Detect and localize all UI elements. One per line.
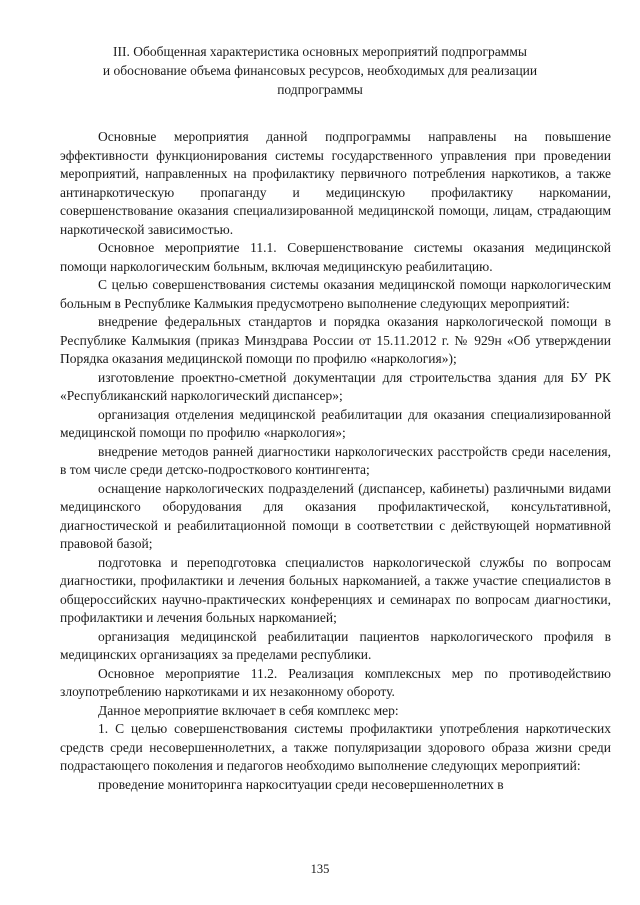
paragraph: внедрение федеральных стандартов и порядка оказания наркологической помощи в Республике Калмыкия (приказ Минздрава России от 15.11.2012 г. № 929н «Об утверждении Порядка оказания медицинской помощи по профилю «наркология»); [60, 314, 611, 366]
section-heading [60, 42, 580, 99]
paragraph: организация медицинской реабилитации пациентов наркологического профиля в медицинских организациях за пределами республики. [60, 628, 611, 662]
paragraph: внедрение методов ранней диагностики наркологических расстройств среди населения, в том числе среди детско-подросткового контингента; [60, 443, 611, 477]
paragraph: оснащение наркологических подразделений (диспансер, кабинеты) различными видами медицинского оборудования для оказания профилактической, консультативной, диагностической и реабилитационной помощи в соответствии с действующей нормативной правовой базой; [60, 480, 611, 551]
page-number: 135 [310, 862, 330, 876]
paragraph: Основное мероприятие 11.1. Совершенствование системы оказания медицинской помощи наркологическим больным, включая медицинскую реабилитацию. [60, 240, 611, 274]
paragraph: проведение мониторинга наркоситуации среди несовершеннолетних в [98, 776, 504, 792]
document-body [60, 128, 611, 794]
paragraph: Основное мероприятие 11.2. Реализация комплексных мер по противодействию злоупотреблению наркотиками и их незаконному обороту. [60, 665, 611, 699]
paragraph: изготовление проектно-сметной документации для строительства здания для БУ РК «Республиканский наркологический диспансер»; [60, 369, 611, 403]
heading-line-2: и обоснование объема финансовых ресурсов, необходимых для реализации [102, 63, 538, 78]
heading-line-1: III. Обобщенная характеристика основных мероприятий подпрограммы [113, 44, 527, 59]
heading-line-3: подпрограммы [277, 82, 363, 97]
paragraph: Основные мероприятия данной подпрограммы направлены на повышение эффективности функционирования системы государственного управления при проведении мероприятий, направленных на профилактику первичного потребления наркотиков, а также антинаркотическую пропаганду и медицинскую профилактику наркомании, совершенствование оказания специализированной медицинской помощи, лицам, страдающим наркотической зависимостью. [60, 129, 611, 237]
paragraph: Данное мероприятие включает в себя комплекс мер: [98, 702, 399, 718]
paragraph: организация отделения медицинской реабилитации для оказания специализированной медицинской помощи по профилю «наркология»; [60, 406, 611, 440]
paragraph: подготовка и переподготовка специалистов наркологической службы по вопросам диагностики, профилактики и лечения больных наркоманией, а также участие специалистов в общероссийских научно-практических конференциях и семинарах по вопросам диагностики, профилактики и лечения больных наркоманией; [60, 554, 611, 625]
paragraph: С целью совершенствования системы оказания медицинской помощи наркологическим больным в Республике Калмыкия предусмотрено выполнение следующих мероприятий: [60, 277, 611, 311]
paragraph: 1. С целью совершенствования системы профилактики употребления наркотических средств среди несовершеннолетних, а также популяризации здорового образа жизни среди подрастающего поколения и педагогов необходимо выполнение следующих мероприятий: [60, 721, 611, 773]
